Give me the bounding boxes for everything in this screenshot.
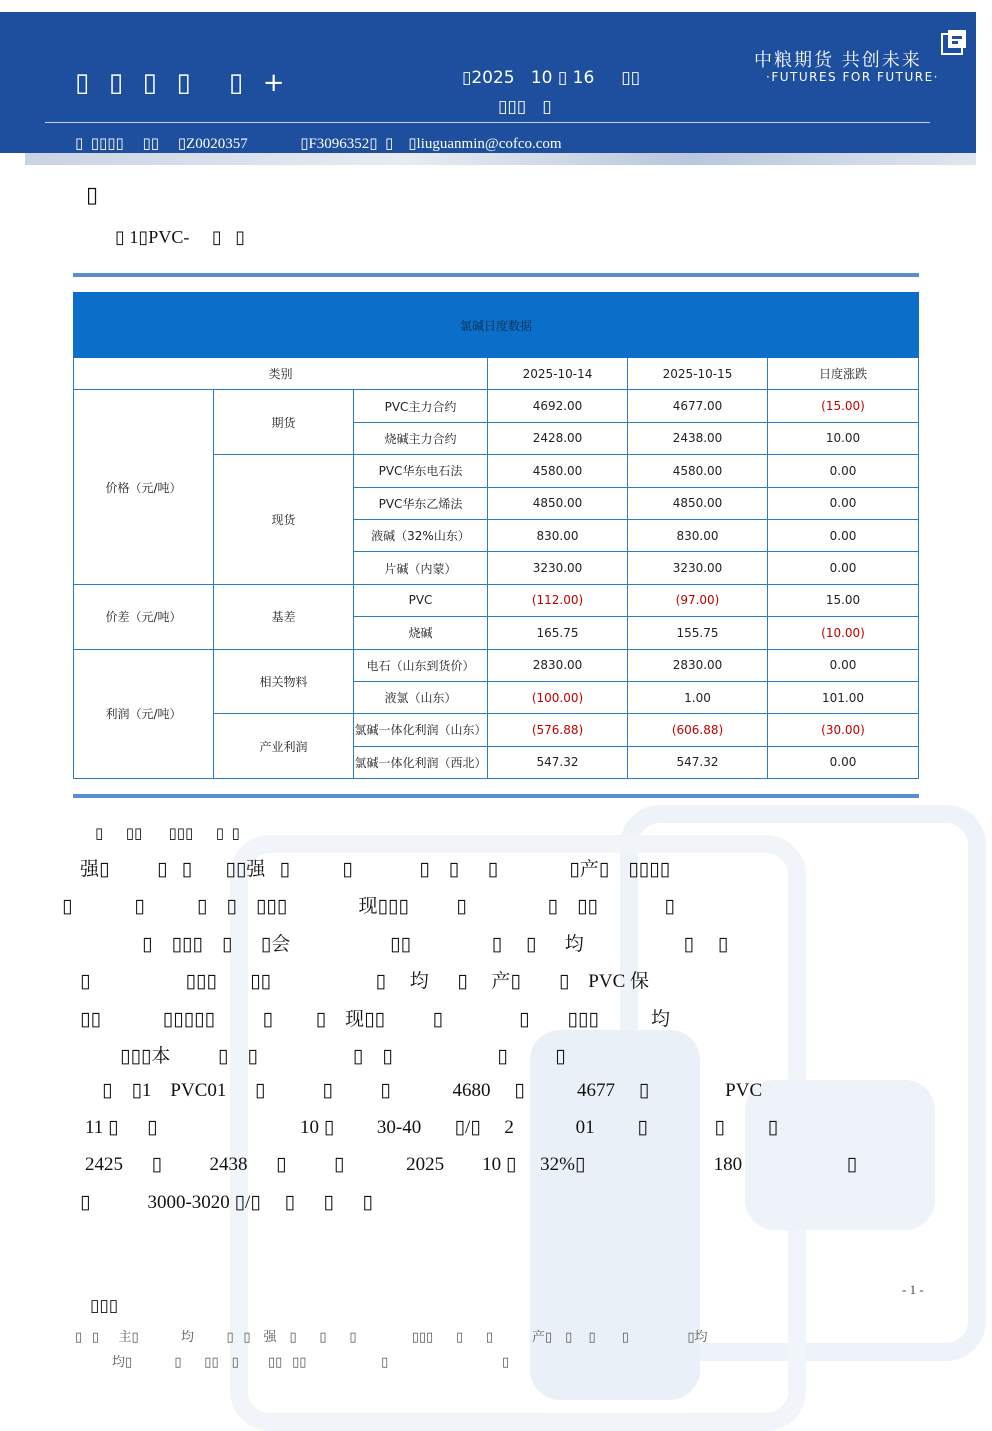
row-change: 0.00: [768, 487, 919, 519]
analysis-line: ▯▯▯本 ▯ ▯ ▯ ▯ ▯ ▯: [120, 1046, 566, 1067]
row-change: (15.00): [768, 390, 919, 422]
row-item: 液氯（山东）: [354, 681, 488, 713]
header-date-2: 2025-10-15: [628, 358, 768, 390]
row-value-1: (100.00): [488, 681, 628, 713]
company-slogan: ·FUTURES FOR FUTURE·: [766, 70, 939, 84]
row-value-1: 165.75: [488, 617, 628, 649]
analysis-line: 强▯ ▯ ▯ ▯▯强 ▯ ▯ ▯ ▯ ▯ ▯产▯ ▯▯▯▯: [80, 859, 671, 880]
group-spot: 现货: [214, 455, 354, 585]
row-value-2: 2438.00: [628, 422, 768, 454]
row-value-2: 155.75: [628, 617, 768, 649]
row-value-1: 547.32: [488, 746, 628, 778]
group-futures: 期货: [214, 390, 354, 455]
table-row: [74, 649, 919, 681]
row-change: 101.00: [768, 681, 919, 713]
analysis-line: ▯ ▯ ▯ ▯ ▯▯▯ 现▯▯▯ ▯ ▯ ▯▯ ▯: [62, 896, 675, 917]
company-logo-icon: [940, 28, 968, 56]
row-change: 0.00: [768, 552, 919, 584]
row-change: (10.00): [768, 617, 919, 649]
row-item: 烧碱主力合约: [354, 422, 488, 454]
header-change: 日度涨跌: [768, 358, 919, 390]
footer-line: 均▯ ▯ ▯▯ ▯ ▯▯ ▯▯ ▯ ▯: [112, 1354, 510, 1369]
row-value-2: 547.32: [628, 746, 768, 778]
row-value-1: 2830.00: [488, 649, 628, 681]
report-date-line2: ▯▯▯ ▯: [498, 97, 552, 117]
report-date: ▯2025 10 ▯ 16 ▯▯: [462, 68, 640, 88]
row-value-1: 2428.00: [488, 422, 628, 454]
company-logo-text: 中粮期货 共创未来: [754, 50, 922, 71]
chlor-alkali-daily-table: [73, 292, 919, 779]
analysis-line: ▯ ▯1 PVC01 ▯ ▯ ▯ 4680 ▯ 4677 ▯ PVC: [102, 1080, 763, 1101]
row-item: 片碱（内蒙）: [354, 552, 488, 584]
group-materials: 相关物料: [214, 649, 354, 714]
analysis-line: ▯ 3000-3020 ▯/▯ ▯ ▯ ▯: [80, 1192, 373, 1213]
row-change: 0.00: [768, 746, 919, 778]
row-item: 电石（山东到货价）: [354, 649, 488, 681]
row-value-1: 4850.00: [488, 487, 628, 519]
row-value-1: 4580.00: [488, 455, 628, 487]
row-item: 氯碱一体化利润（山东）: [354, 714, 488, 746]
table-row: [74, 584, 919, 616]
row-change: 0.00: [768, 519, 919, 551]
group-price: 价格（元/吨）: [74, 390, 214, 584]
author-line: ▯ ▯▯▯▯ ▯▯ ▯Z0020357 ▯F3096352▯ ▯ ▯liuguanmin@cofco.com: [75, 136, 562, 152]
bottom-rule: [73, 794, 919, 798]
table-caption: ▯ 1▯PVC- ▯ ▯: [115, 227, 246, 247]
row-change: 0.00: [768, 649, 919, 681]
analysis-line: 11 ▯ ▯ 10 ▯ 30-40 ▯/▯ 2 01 ▯ ▯ ▯: [85, 1117, 779, 1138]
row-change: 15.00: [768, 584, 919, 616]
row-value-1: 830.00: [488, 519, 628, 551]
page-number: - 1 -: [902, 1282, 924, 1297]
analysis-line: ▯ ▯▯▯ ▯▯ ▯ 均 ▯ 产▯ ▯ PVC 保: [80, 971, 650, 992]
row-value-2: (606.88): [628, 714, 768, 746]
analysis-heading: ▯ ▯▯ ▯▯▯ ▯ ▯: [95, 826, 240, 842]
row-item: 氯碱一体化利润（西北）: [354, 746, 488, 778]
row-value-1: 3230.00: [488, 552, 628, 584]
table-title: 氯碱日度数据: [74, 293, 919, 358]
row-value-2: 4580.00: [628, 455, 768, 487]
row-value-2: 3230.00: [628, 552, 768, 584]
row-value-2: 4677.00: [628, 390, 768, 422]
row-item: PVC华东电石法: [354, 455, 488, 487]
row-value-2: 1.00: [628, 681, 768, 713]
row-change: 0.00: [768, 455, 919, 487]
row-value-2: (97.00): [628, 584, 768, 616]
row-item: PVC: [354, 584, 488, 616]
group-industry-profit: 产业利润: [214, 714, 354, 779]
row-change: (30.00): [768, 714, 919, 746]
analysis-line: ▯ ▯▯▯ ▯ ▯会 ▯▯ ▯ ▯ 均 ▯ ▯: [142, 934, 729, 955]
footer-title: ▯▯▯: [90, 1296, 119, 1315]
section-marker: ▯: [86, 182, 99, 207]
row-value-2: 4850.00: [628, 487, 768, 519]
row-item: 液碱（32%山东）: [354, 519, 488, 551]
row-change: 10.00: [768, 422, 919, 454]
group-spread: 价差（元/吨）: [74, 584, 214, 649]
group-basis: 基差: [214, 584, 354, 649]
report-title: ▯ ▯ ▯ ▯ ▯ +: [75, 68, 286, 98]
top-rule: [73, 273, 919, 277]
row-value-1: (576.88): [488, 714, 628, 746]
analysis-line: 2425 ▯ 2438 ▯ ▯ 2025 10 ▯ 32%▯ 180 ▯: [85, 1154, 858, 1175]
row-value-1: (112.00): [488, 584, 628, 616]
header-date-1: 2025-10-14: [488, 358, 628, 390]
row-item: 烧碱: [354, 617, 488, 649]
row-value-2: 830.00: [628, 519, 768, 551]
row-item: PVC华东乙烯法: [354, 487, 488, 519]
table-row: [74, 390, 919, 422]
header-banner: [0, 12, 976, 153]
row-value-2: 2830.00: [628, 649, 768, 681]
footer-line: ▯ ▯ 主▯ 均 ▯ ▯ 强 ▯ ▯ ▯ ▯▯▯ ▯ ▯ 产▯ ▯ ▯ ▯ ▯均: [75, 1329, 708, 1344]
group-profit: 利润（元/吨）: [74, 649, 214, 779]
row-value-1: 4692.00: [488, 390, 628, 422]
analysis-line: ▯▯ ▯▯▯▯▯ ▯ ▯ 现▯▯ ▯ ▯ ▯▯▯ 均: [80, 1009, 671, 1030]
header-category: 类别: [74, 358, 488, 390]
header-divider: [45, 122, 930, 123]
row-item: PVC主力合约: [354, 390, 488, 422]
